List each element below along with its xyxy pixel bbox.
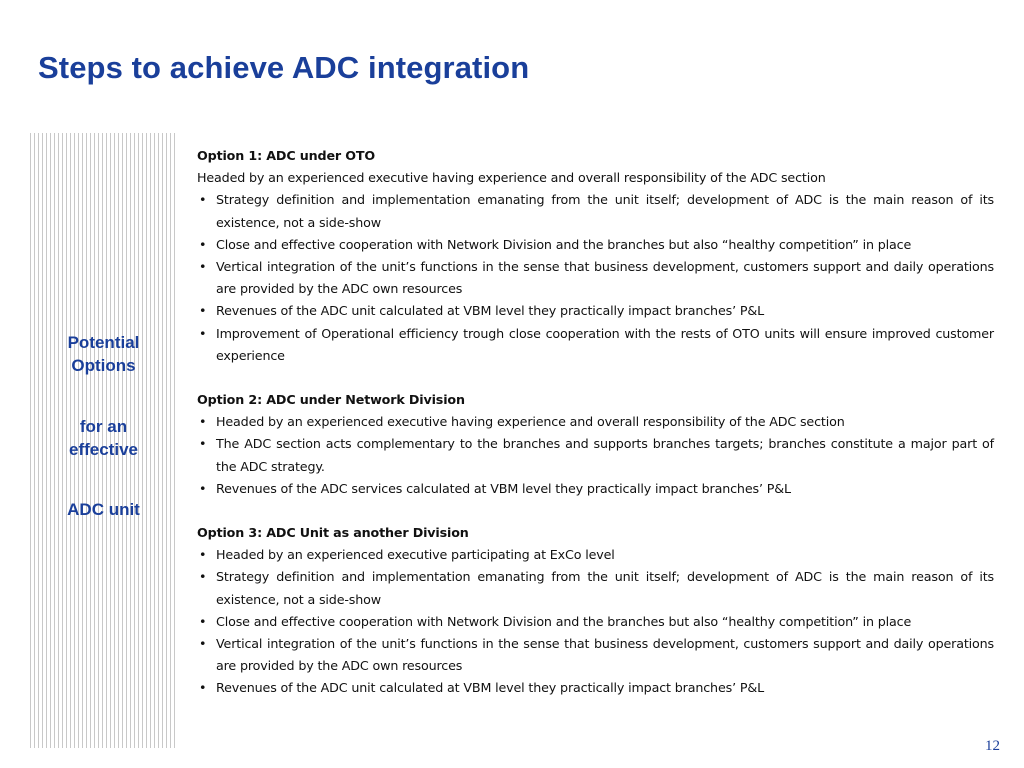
- list-item: • Headed by an experienced executive participating at ExCo level: [197, 544, 994, 566]
- side-label-line: for an: [79, 417, 128, 436]
- list-item: • Close and effective cooperation with Network Division and the branches but also “healthy competition” in place: [197, 234, 994, 256]
- list-item: • Strategy definition and implementation emanating from the unit itself; development of ADC is the main reason of its existence, not a side-show: [197, 566, 994, 610]
- section-spacer: [197, 367, 994, 389]
- list-item: • Strategy definition and implementation emanating from the unit itself; development of ADC is the main reason of its existence, not a side-show: [197, 189, 994, 233]
- option3-bullet-list: [197, 544, 994, 699]
- list-item: • Headed by an experienced executive having experience and overall responsibility of the ADC section: [197, 411, 994, 433]
- list-item: • The ADC section acts complementary to the branches and supports branches targets; branches constitute a major part of the ADC strategy.: [197, 433, 994, 477]
- side-label-line: Options: [71, 356, 136, 375]
- list-item: • Vertical integration of the unit’s functions in the sense that business development, customers support and daily operations are provided by the ADC own resources: [197, 633, 994, 677]
- list-item: • Improvement of Operational efficiency trough close cooperation with the rests of OTO units will ensure improved customer experience: [197, 323, 994, 367]
- side-label-line: ADC unit: [67, 500, 140, 519]
- option1-heading: Option 1: ADC under OTO: [197, 148, 376, 163]
- side-label-line: effective: [69, 440, 138, 459]
- list-item: • Revenues of the ADC unit calculated at VBM level they practically impact branches’ P&L: [197, 300, 994, 322]
- option1-intro: Headed by an experienced executive having experience and overall responsibility of the ADC section: [197, 170, 826, 186]
- list-item: • Revenues of the ADC services calculated at VBM level they practically impact branches’ P&L: [197, 478, 994, 500]
- slide-title: Steps to achieve ADC integration: [38, 50, 530, 85]
- option2-bullet-list: [197, 411, 994, 500]
- side-label-line: Potential: [67, 333, 140, 352]
- list-item: • Close and effective cooperation with Network Division and the branches but also “healthy competition” in place: [197, 611, 994, 633]
- option1-bullet-list: [197, 189, 994, 367]
- list-item: • Vertical integration of the unit’s functions in the sense that business development, customers support and daily operations are provided by the ADC own resources: [197, 256, 994, 300]
- options-content: [197, 145, 994, 700]
- option3-heading: Option 3: ADC Unit as another Division: [197, 525, 469, 541]
- list-item: • Revenues of the ADC unit calculated at VBM level they practically impact branches’ P&L: [197, 677, 994, 699]
- option2-heading: Option 2: ADC under Network Division: [197, 392, 465, 408]
- page-number: 12: [985, 738, 1000, 754]
- section-spacer: [197, 500, 994, 522]
